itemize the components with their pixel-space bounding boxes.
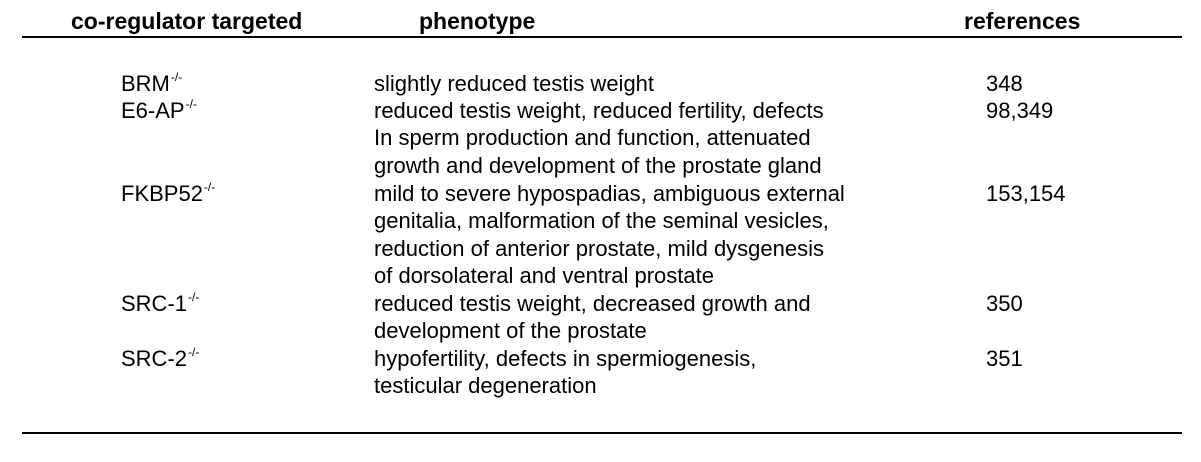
row-e6ap-phenotype [374, 97, 824, 179]
row-e6ap-coregulator [121, 97, 197, 128]
phenotype-line: growth and development of the prostate gland [374, 152, 822, 178]
phenotype-line: hypofertility, defects in spermiogenesis, [374, 346, 757, 371]
bottom-rule [22, 432, 1182, 434]
phenotype-line: In sperm production and function, attenuated [374, 125, 811, 151]
coregulator-name: FKBP52 [121, 181, 203, 206]
top-rule [22, 36, 1182, 38]
phenotype-line: slightly reduced testis weight [374, 71, 655, 96]
phenotype-line: of dorsolateral and ventral prostate [374, 263, 714, 289]
header-coregulator-targeted: co-regulator targeted [71, 8, 303, 34]
phenotype-line: development of the prostate [374, 318, 647, 344]
header-phenotype: phenotype [419, 8, 536, 34]
knockout-superscript: -/- [170, 70, 183, 84]
phenotype-line: reduced testis weight, reduced fertility, defects [374, 98, 824, 123]
phenotype-line: reduction of anterior prostate, mild dysgenesis [374, 235, 825, 261]
row-src1-references: 350 [986, 291, 1023, 316]
coregulator-name: BRM [121, 71, 170, 96]
row-fkbp52-references: 153,154 [986, 181, 1066, 206]
row-src1-phenotype [374, 290, 811, 345]
row-e6ap-references: 98,349 [986, 98, 1054, 123]
phenotype-line: testicular degeneration [374, 373, 597, 399]
row-fkbp52-coregulator [121, 180, 215, 211]
header-references: references [964, 8, 1081, 34]
coregulator-name: E6-AP [121, 98, 185, 123]
row-src1-coregulator [121, 290, 199, 321]
knockout-superscript: -/- [185, 97, 197, 111]
phenotype-line: mild to severe hypospadias, ambiguous external [374, 181, 845, 206]
knockout-superscript: -/- [188, 345, 200, 359]
row-brm-references: 348 [986, 71, 1023, 96]
knockout-superscript: -/- [188, 290, 200, 304]
coregulator-name: SRC-1 [121, 291, 188, 316]
row-src2-references: 351 [986, 346, 1023, 371]
knockout-superscript: -/- [203, 180, 216, 194]
coregulator-name: SRC-2 [121, 346, 188, 371]
row-brm-phenotype [374, 70, 654, 97]
row-fkbp52-phenotype [374, 180, 845, 290]
phenotype-line: reduced testis weight, decreased growth and [374, 291, 811, 316]
row-src2-coregulator [121, 345, 199, 376]
row-src2-phenotype [374, 345, 756, 400]
phenotype-line: genitalia, malformation of the seminal vesicles, [374, 208, 829, 234]
